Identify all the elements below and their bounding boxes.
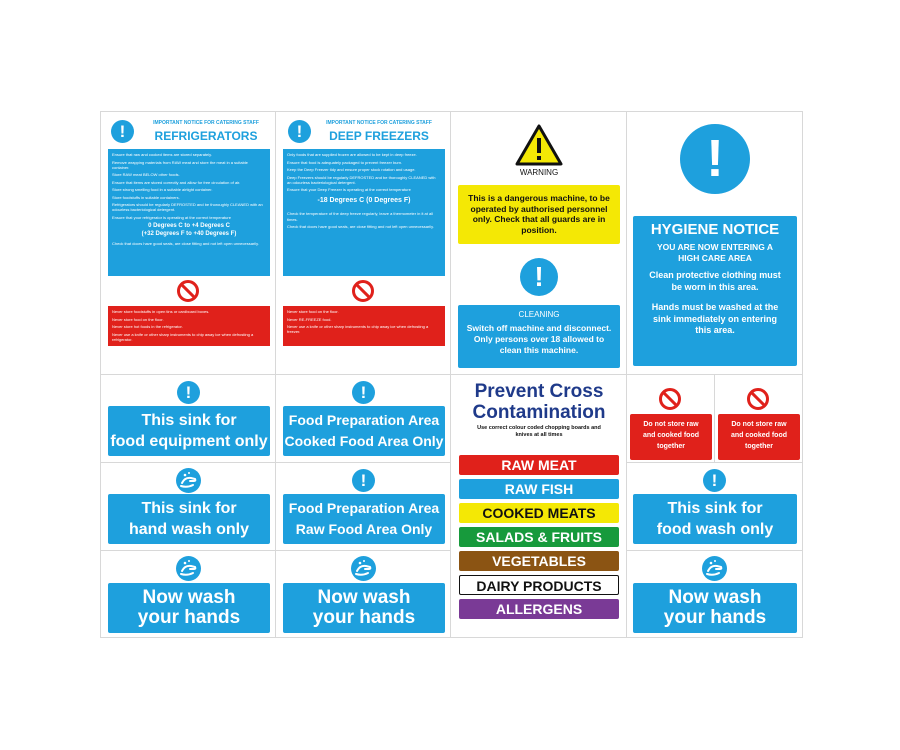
warning-triangle-icon — [515, 124, 563, 166]
rule-text: Check the temperature of the deep freeze regularly, leave a thermometer in it at all times. — [287, 211, 434, 222]
wash-hands-panel: Now wash your hands — [108, 583, 270, 633]
sink-handwash-sign — [101, 463, 276, 551]
hygiene-title: HYGIENE NOTICE — [650, 221, 780, 238]
deep-freezers-sign — [276, 112, 451, 375]
mandatory-icon: ! — [703, 469, 726, 492]
wash-hands-sign-3 — [627, 551, 802, 637]
hygiene-text-hands: Hands must be washed at the sink immediately on entering this area. — [651, 302, 779, 335]
sink-foodwash-panel: This sink for food wash only — [633, 494, 797, 544]
handwash-icon — [176, 468, 201, 493]
freezers-header-small: IMPORTANT NOTICE FOR CATERING STAFF — [326, 120, 432, 126]
wash-hands-sign-1 — [101, 551, 276, 637]
mandatory-icon: ! — [352, 381, 375, 404]
mandatory-icon: ! — [177, 381, 200, 404]
rule-text: Store strong smelling food in a suitable airtight container. — [112, 187, 213, 193]
machine-warning-sign — [451, 112, 627, 375]
never-rule: Never store food on the floor. — [287, 309, 339, 314]
prohibition-icon — [747, 388, 769, 410]
rule-text: Ensure that your Deep Freezer is operating at the correct temperature — [287, 187, 411, 193]
food-prep-raw-sign — [276, 463, 451, 551]
rule-text: Store RAW meat BELOW other foods. — [112, 172, 180, 178]
mandatory-icon: ! — [111, 120, 134, 143]
rule-text: Refrigerators should be regularly DEFROSTED and be thoroughly CLEANED with an odourless bacteriological detergent. — [112, 202, 263, 213]
refrigerators-header-small: IMPORTANT NOTICE FOR CATERING STAFF — [153, 120, 259, 126]
never-rule: Never store hot foods in the refrigerator. — [112, 324, 183, 329]
board-allergens: ALLERGENS — [459, 599, 619, 619]
rule-text: Keep the Deep Freezer tidy and ensure proper stock rotation and usage. — [287, 167, 416, 172]
freezers-never-panel — [283, 306, 445, 346]
rule-text: Ensure that items are stored correctly and allow for free circulation of air. — [112, 179, 241, 185]
food-prep-raw-panel: Food Preparation Area Raw Food Area Only — [283, 494, 445, 544]
rule-text: Only foods that are supplied frozen are allowed to be kept in deep freeze. — [287, 152, 417, 157]
cross-contamination-sign — [451, 375, 627, 637]
board-cooked-meats: COOKED MEATS — [459, 503, 619, 523]
raw-cooked-panel: Do not store raw and cooked food together — [630, 414, 712, 460]
sink-foodwash-sign — [627, 463, 802, 551]
refrigerators-rules-panel — [108, 149, 270, 276]
hygiene-text-clothing: Clean protective clothing must be worn in this area. — [649, 270, 781, 292]
cleaning-panel — [458, 305, 620, 368]
never-rule: Never store food on the floor. — [112, 316, 164, 322]
refrigerators-sign — [101, 112, 276, 375]
sink-equipment-panel: This sink for food equipment only — [108, 406, 270, 456]
sink-equipment-sign — [101, 375, 276, 463]
never-rule: Never use a knife or other sharp instruments to chip away ice when defrosting a refrigerator. — [112, 331, 254, 342]
temperature-range: -18 Degrees C (0 Degrees F) — [317, 197, 411, 205]
rule-text: Store foodstuffs in suitable containers. — [112, 194, 180, 200]
warning-message: This is a dangerous machine, to be operated by authorised personnel only. Check that all guards are in position. — [458, 185, 620, 244]
prohibition-icon — [659, 388, 681, 410]
hygiene-panel — [633, 216, 797, 366]
warning-label: WARNING — [519, 168, 559, 177]
handwash-icon — [176, 556, 201, 581]
food-prep-cooked-sign — [276, 375, 451, 463]
rule-text: Ensure that raw and cooked items are stored separately. — [112, 152, 212, 157]
refrigerators-title: REFRIGERATORS — [154, 129, 258, 143]
refrigerators-never-panel — [108, 306, 270, 346]
sink-handwash-panel: This sink for hand wash only — [108, 494, 270, 544]
freezers-title: DEEP FREEZERS — [329, 129, 429, 143]
mandatory-icon: ! — [680, 124, 750, 194]
rule-text: Ensure that food is adequately packaged to prevent freezer burn. — [287, 159, 403, 165]
rule-text: Check that doors have good seals, are close fitting and not left open unnecessarily. — [287, 224, 434, 230]
handwash-icon — [702, 556, 727, 581]
hygiene-notice-sign — [627, 112, 802, 375]
prohibition-icon — [177, 280, 199, 302]
mandatory-icon: ! — [288, 120, 311, 143]
temperature-range: 0 Degrees C to +4 Degrees C (+32 Degrees F to +40 Degrees F) — [141, 223, 237, 238]
cleaning-text: Switch off machine and disconnect. Only persons over 18 allowed to clean this machine. — [466, 323, 612, 355]
handwash-icon — [351, 556, 376, 581]
rule-text: Remove wrapping materials from RAW meat and store the meat in a suitable container. — [112, 159, 248, 170]
freezers-rules-panel — [283, 149, 445, 276]
board-vegetables: VEGETABLES — [459, 551, 619, 571]
rule-text: Deep Freezers should be regularly DEFROSTED and be thoroughly CLEANED with an odourless bacteriological detergent. — [287, 174, 436, 185]
board-salads-fruits: SALADS & FRUITS — [459, 527, 619, 547]
raw-cooked-sign-left — [627, 375, 715, 463]
cross-subtitle: Use correct colour coded chopping boards and knives at all times — [477, 425, 601, 438]
rule-text: Ensure that your refrigerator is operating at the correct temperature — [112, 214, 231, 220]
food-prep-cooked-panel: Food Preparation Area Cooked Food Area Only — [283, 406, 445, 456]
board-raw-meat: RAW MEAT — [459, 455, 619, 475]
mandatory-icon: ! — [352, 469, 375, 492]
wash-hands-sign-2 — [276, 551, 451, 637]
never-rule: Never RE-FREEZE food. — [287, 316, 332, 322]
hygiene-subtitle: YOU ARE NOW ENTERING A HIGH CARE AREA — [656, 242, 773, 263]
wash-hands-panel: Now wash your hands — [283, 583, 445, 633]
wash-hands-panel: Now wash your hands — [633, 583, 797, 633]
cross-title: Prevent Cross Contamination — [472, 381, 606, 423]
prohibition-icon — [352, 280, 374, 302]
raw-cooked-sign-right — [715, 375, 802, 463]
cleaning-title: CLEANING — [518, 310, 560, 319]
never-rule: Never store foodstuffs in open tins or cardboard boxes. — [112, 309, 210, 314]
mandatory-icon: ! — [520, 258, 558, 296]
board-raw-fish: RAW FISH — [459, 479, 619, 499]
rule-text: Check that doors have good seals, are close fitting and not left open unnecessarily. — [112, 241, 259, 247]
never-rule: Never use a knife or other sharp instruments to chip away ice when defrosting a freezer. — [287, 324, 429, 335]
sign-sheet — [100, 111, 803, 638]
raw-cooked-panel: Do not store raw and cooked food together — [718, 414, 800, 460]
board-dairy-products: DAIRY PRODUCTS — [459, 575, 619, 595]
